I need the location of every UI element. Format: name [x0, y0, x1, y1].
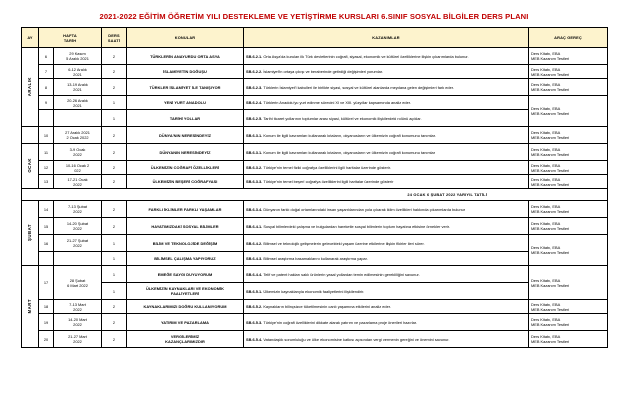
table-row: [22, 300, 608, 314]
outcome-code: SB.6.5.2.: [246, 304, 264, 309]
week-date: [54, 331, 102, 348]
month-label-text: MART: [27, 298, 33, 314]
outcome-text: Konum ile ilgili kavramları kullanarak kıtaların, okyanusların ve ülkemizin coğrafi konumunu tanımlar.: [263, 132, 436, 138]
lesson-hours: 2: [102, 144, 127, 161]
month-label-şubat: [22, 201, 39, 266]
outcome-code: SB.6.2.2.: [246, 69, 264, 74]
learning-outcome: [244, 110, 529, 127]
lesson-hours: 1: [102, 110, 127, 127]
table-row: [22, 110, 608, 127]
materials-line1: Ders Kitabı, EBA: [531, 176, 561, 182]
lesson-hours: 2: [102, 300, 127, 314]
materials-line1: Ders Kitabı, EBA: [531, 106, 561, 111]
outcome-code: SB.6.4.2.: [246, 240, 264, 246]
week-date: [54, 218, 102, 235]
topic: [127, 218, 244, 235]
week-date: [54, 96, 102, 110]
column-header-kazanimlar: KAZANIMLAR: [244, 28, 529, 48]
learning-outcome: [244, 314, 529, 331]
week-number: 18: [39, 300, 54, 314]
lesson-hours: 2: [102, 201, 127, 218]
topic-line1: HAYATIMIZDAKİ SOSYAL BİLİMLER: [151, 223, 219, 229]
materials-line1: Ders Kitabı, EBA: [531, 334, 561, 339]
outcome-text: Konum ile ilgili kavramları kullanarak kıtaların, okyanusların ve ülkemizin coğrafi konumunu tanımlar: [263, 149, 436, 155]
topic: [127, 48, 244, 65]
week-date: [54, 127, 102, 144]
outcome-text: Türklerin Anadolu'yu yurt edinme sürecini XI ve XIII. yüzyıllar kapsamında analiz eder.: [263, 100, 411, 105]
table-row: [22, 96, 608, 110]
topic: [127, 314, 244, 331]
table-row: [22, 235, 608, 252]
materials-line1: Ders Kitabı, EBA: [531, 221, 561, 226]
week-number: 13: [39, 175, 54, 189]
materials-line2: MEB Kazanım Testleri: [531, 282, 570, 288]
week-date-line1: 17-21 Ocak: [67, 176, 88, 182]
outcome-code: SB.6.5.1.: [246, 288, 264, 294]
topic-line1: DÜNYA'NIN NERESİNDEYİZ: [158, 132, 212, 138]
learning-outcome: [244, 331, 529, 348]
materials-line2: MEB Kazanım Testleri: [531, 339, 570, 344]
materials-line1: Ders Kitabı, EBA: [531, 130, 561, 135]
table-row: [22, 266, 608, 283]
topic-line1: TARİHİ YOLLAR: [169, 115, 201, 121]
outcome-text: Türklerin İslamiyet'i kabulleri ile birlikte siyasi, sosyal ve kültürel alanlarda meydana gelen değişimleri fark eder.: [263, 84, 454, 90]
learning-outcome: [244, 96, 529, 110]
table-header: [22, 28, 608, 48]
lesson-hours: 2: [102, 127, 127, 144]
outcome-code: SB.6.3.3.: [246, 179, 264, 184]
topic: [127, 175, 244, 189]
week-number: 6: [39, 48, 54, 65]
materials: [529, 79, 608, 96]
table-row: [22, 331, 608, 348]
materials-line2: MEB Kazanım Testleri: [531, 135, 570, 140]
week-number: 9: [39, 96, 54, 110]
column-header-saati: SAATİ: [107, 37, 121, 43]
outcome-text: Tarihi ticaret yollarının toplumlar arası siyasi, kültürel ve ekonomik ilişkilerdeki rolünü açıklar.: [263, 115, 422, 121]
outcome-text: Vatandaşlık sorumluluğu ve ülke ekonomisine katkısı açısından vergi vermenin gereğini ve önemini savunur.: [263, 336, 450, 342]
table-row: [22, 48, 608, 65]
week-date-line1: 27 Aralık 2021: [65, 130, 90, 135]
outcome-text: Dünyanın farklı doğal ortamlarındaki insan yaşantılarından yola çıkarak iklim özellikleri hakkında çıkarımlarda bulunur: [263, 206, 466, 212]
lesson-hours: 2: [102, 218, 127, 235]
month-label-mart: [22, 266, 39, 348]
table-row: [22, 175, 608, 189]
week-date-line2: 2022: [73, 209, 82, 214]
materials-line2: MEB Kazanım Testleri: [531, 226, 570, 231]
lesson-hours: 2: [102, 48, 127, 65]
month-label-text: OCAK: [27, 158, 33, 173]
materials-line2: MEB Kazanım Testleri: [531, 111, 570, 116]
outcome-code: SB.6.2.3.: [246, 84, 264, 90]
lesson-hours: 2: [102, 175, 127, 189]
outcome-code: SB.6.4.1.: [246, 223, 264, 229]
column-header-arac-gerec: ARAÇ GEREÇ: [529, 28, 608, 48]
topic: [127, 79, 244, 96]
week-date: [54, 314, 102, 331]
month-label-aralik: [22, 48, 39, 127]
lesson-hours: 2: [102, 161, 127, 175]
materials-line2: MEB Kazanım Testleri: [531, 167, 570, 173]
lesson-hours: 1: [102, 235, 127, 252]
materials-line1: Ders Kitabı, EBA: [531, 147, 561, 152]
topic: [127, 127, 244, 144]
week-date-line1: 21-27 Şubat: [66, 238, 89, 243]
lesson-plan-table: [21, 27, 608, 348]
learning-outcome: [244, 235, 529, 252]
table-row: [22, 314, 608, 331]
header-row: [22, 28, 608, 48]
table-row: [22, 161, 608, 175]
week-date: [54, 110, 102, 127]
materials-line2: MEB Kazanım Testleri: [531, 71, 570, 77]
week-date-line2: 2021: [73, 87, 82, 92]
topic: [127, 201, 244, 218]
outcome-text: Bilimsel ve teknolojik gelişmelerin gelecekteki yaşam üzerine etkilerine ilişkin fikirler ileri sürer.: [263, 240, 425, 246]
week-date: [54, 300, 102, 314]
page-title: 2021-2022 EĞİTİM ÖĞRETİM YILI DESTEKLEME VE YETİŞTİRME KURSLARI 6.SINIF SOSYAL BİLGİLER DERS PLANI: [99, 12, 529, 21]
topic-line1: DÜNYANIN NERESİNDEYİZ: [159, 149, 211, 155]
topic-line1: TÜRKLERİN ANAYURDU ORTA ASYA: [150, 53, 220, 59]
outcome-text: Türkiye'nin coğrafi özelliklerini dikkate alarak yatırım ve pazarlama proje önerileri hazırlar.: [263, 319, 417, 325]
week-number: [39, 252, 54, 266]
outcome-text: Türkiye'nin temel fiziki coğrafya özelliklerini ilgili haritalar üzerinde gösterir.: [263, 165, 391, 170]
column-header-hafta-tarih: [39, 28, 102, 48]
outcome-code: SB.6.3.1.: [246, 132, 264, 138]
week-date-line2: 2022: [73, 226, 82, 231]
learning-outcome: [244, 300, 529, 314]
week-date: [54, 79, 102, 96]
week-date-line1: 14-20 Mart: [68, 317, 87, 322]
week-date-line2: 6 Mart 2022: [67, 282, 88, 288]
week-date-line2: 2022: [73, 152, 82, 157]
materials-line1: Ders Kitabı, EBA: [531, 204, 561, 209]
topic-line2: FAALİYETLERİ: [170, 291, 200, 296]
materials-line1: Ders Kitabı, EBA: [531, 51, 561, 56]
materials: [529, 314, 608, 331]
week-date-line2: 2021: [73, 71, 82, 77]
outcome-code: SB.6.3.1.: [246, 149, 264, 155]
week-number: 10: [39, 127, 54, 144]
learning-outcome: [244, 175, 529, 189]
topic: [127, 161, 244, 175]
week-number: 20: [39, 331, 54, 348]
materials: [529, 65, 608, 79]
outcome-code: SB.6.5.3.: [246, 319, 264, 325]
outcome-code: SB.6.3.2.: [246, 165, 264, 170]
column-header-konular: KONULAR: [127, 28, 244, 48]
topic: [127, 331, 244, 348]
topic-line1: YENİ YURT ANADOLU: [164, 100, 206, 105]
topic-line1: BİLİMSEL ÇALIŞMA YAPIYORUZ: [154, 256, 216, 261]
week-date-line1: 13-19 Aralık: [67, 82, 88, 87]
outcome-text: Kaynakların bilinçsizce tüketilmesinin canlı yaşamına etkilerini analiz eder.: [263, 304, 391, 309]
week-date: [54, 175, 102, 189]
table-body: [22, 48, 608, 348]
week-date-line1: 20-26 Aralık: [67, 97, 88, 103]
week-date: [54, 252, 102, 266]
week-number: 19: [39, 314, 54, 331]
topic-line1: BİLİM VE TEKNOLOJİDE DEĞİŞİM: [152, 240, 218, 246]
learning-outcome: [244, 283, 529, 300]
topic: [127, 144, 244, 161]
materials-line2: MEB Kazanım Testleri: [531, 322, 570, 327]
semester-break-banner: 24 OCAK 6 ŞUBAT 2022 YARIYIL TATİLİ: [22, 189, 608, 201]
materials: [529, 300, 608, 314]
outcome-code: SB.6.2.4.: [246, 100, 264, 105]
column-header-tarih: TARİH: [63, 37, 77, 43]
outcome-code: SB.6.2.1.: [246, 53, 264, 59]
week-date-line1: 28 Şubat: [69, 277, 86, 283]
learning-outcome: [244, 48, 529, 65]
materials-line1: Ders Kitabı, EBA: [531, 317, 561, 322]
topic-line1: FARKLI İKLİMLER FARKLI YAŞAMLAR: [148, 206, 222, 212]
outcome-text: Sosyal bilimlerdeki çalışma ve bulgulardan hareketle sosyal bilimlerin toplum hayatına etkisine örnekler verir.: [263, 223, 450, 229]
materials-line1: Ders Kitabı, EBA: [531, 301, 561, 307]
week-date-line1: 29 Kasım: [69, 51, 86, 56]
lesson-hours: 2: [102, 331, 127, 348]
week-date-line2: 022: [74, 167, 81, 173]
topic-line1: ÜLKEMİZİN KAYNAKLARI VE EKONOMİK: [146, 286, 224, 291]
week-date-line1: 10-16 Ocak 2: [65, 162, 90, 168]
materials-line1: Ders Kitabı, EBA: [531, 66, 561, 72]
week-date-line2: 2022: [73, 181, 82, 187]
topic: [127, 65, 244, 79]
materials: [529, 161, 608, 175]
week-date: [54, 201, 102, 218]
table-row: [22, 201, 608, 218]
outcome-code: SB.6.4.4.: [246, 271, 264, 277]
topic: [127, 283, 244, 300]
month-label-ocak: [22, 144, 39, 189]
topic: [127, 266, 244, 283]
week-number: 11: [39, 144, 54, 161]
outcome-text: Telif ve patent hakları saklı ürünlerin yasal yollardan temin edilmesinin gerekliliğini savunur.: [263, 271, 420, 277]
lesson-hours: 1: [102, 96, 127, 110]
materials: [529, 331, 608, 348]
week-number: 14: [39, 201, 54, 218]
materials: [529, 218, 608, 235]
materials-line2: MEB Kazanım Testleri: [531, 152, 570, 157]
topic-line1: YATIRIM VE PAZARLAMA: [160, 319, 210, 325]
table-row: [22, 65, 608, 79]
lesson-hours: 2: [102, 79, 127, 96]
topic: [127, 300, 244, 314]
week-date-line2: 2022: [73, 322, 82, 327]
learning-outcome: [244, 144, 529, 161]
materials-line2: MEB Kazanım Testleri: [531, 306, 570, 312]
materials-line2: MEB Kazanım Testleri: [531, 87, 570, 92]
week-number: 16: [39, 235, 54, 252]
topic-line1: KAYNAKLARIMIZI DOĞRU KULLANIYORUM: [143, 304, 227, 309]
materials-line1: Ders Kitabı, EBA: [531, 162, 561, 168]
materials: [529, 96, 608, 127]
learning-outcome: [244, 161, 529, 175]
topic-line2: KAZANÇLARIMIZDIR: [165, 339, 205, 344]
materials: [529, 144, 608, 161]
week-number: 8: [39, 79, 54, 96]
topic: [127, 96, 244, 110]
topic-line1: VERGİLERİMİZ: [170, 334, 200, 339]
outcome-text: Türkiye'nin temel beşerî coğrafya özelliklerini ilgili haritalar üzerinde gösterir: [263, 179, 394, 184]
week-date-line2: 2 Ocak 2022: [66, 135, 89, 140]
materials: [529, 175, 608, 189]
learning-outcome: [244, 201, 529, 218]
table-row: [22, 218, 608, 235]
week-number: [39, 110, 54, 127]
week-date: [54, 48, 102, 65]
materials-line2: MEB Kazanım Testleri: [531, 250, 570, 255]
week-date-line2: 2022: [73, 306, 82, 312]
month-label-text: ARALIK: [27, 76, 33, 97]
materials-line2: MEB Kazanım Testleri: [531, 181, 570, 187]
column-header-ay: AY: [22, 28, 39, 48]
materials: [529, 127, 608, 144]
lesson-hours: 1: [102, 283, 127, 300]
week-number: 12: [39, 161, 54, 175]
topic-line1: TÜRKLER İSLAMİYET İLE TANIŞIYOR: [149, 84, 221, 90]
materials-line1: Ders Kitabı, EBA: [531, 277, 561, 283]
materials-line2: MEB Kazanım Testleri: [531, 56, 570, 61]
week-date-line2: 2022: [73, 243, 82, 248]
week-date-line2: 2021: [73, 102, 82, 108]
materials: [529, 48, 608, 65]
outcome-text: Orta Asya'da kurulan ilk Türk devletlerinin coğrafi, siyasal, ekonomik ve kültürel özelliklerine ilişkin çıkarımlarda bulunur.: [263, 53, 469, 59]
outcome-code: SB.6.2.5.: [246, 115, 264, 121]
semester-break-banner-row: [22, 189, 608, 201]
outcome-code: SB.6.3.4.: [246, 206, 264, 212]
week-date: [54, 266, 102, 300]
week-date: [54, 144, 102, 161]
learning-outcome: [244, 218, 529, 235]
outcome-text: İslamiyet'in ortaya çıkışı ve beraberinde getirdiği değişimleri yorumlar.: [263, 69, 383, 74]
outcome-code: SB.6.4.3.: [246, 256, 264, 261]
materials-line2: MEB Kazanım Testleri: [531, 209, 570, 214]
week-date-line1: 6-12 Aralık: [68, 66, 87, 72]
column-header-ders-saati: [102, 28, 127, 48]
week-date-line1: 7-13 Mart: [69, 301, 86, 307]
month-label-empty: [22, 127, 39, 144]
learning-outcome: [244, 127, 529, 144]
topic-line1: İSLAMİYETİN DOĞUŞU: [163, 69, 207, 74]
week-date-line2: 2022: [73, 339, 82, 344]
lesson-hours: 1: [102, 252, 127, 266]
week-date: [54, 161, 102, 175]
materials-line1: Ders Kitabı, EBA: [531, 82, 561, 87]
outcome-text: Ülkemizin kaynaklarıyla ekonomik faaliyetlerini ilişkilendirir.: [263, 288, 365, 294]
week-date: [54, 235, 102, 252]
learning-outcome: [244, 65, 529, 79]
week-number: 17: [39, 266, 54, 300]
week-date-line1: 3-9 Ocak: [69, 147, 86, 152]
lesson-hours: 2: [102, 65, 127, 79]
topic-line1: ÜLKEMİZİN COĞRAFİ ÖZELLİKLERİ: [150, 165, 220, 170]
week-number: 7: [39, 65, 54, 79]
month-label-text: ŞUBAT: [27, 224, 33, 241]
topic: [127, 235, 244, 252]
column-header-ders: DERS: [108, 32, 120, 38]
week-date: [54, 65, 102, 79]
learning-outcome: [244, 79, 529, 96]
week-date-line1: 21-27 Mart: [68, 334, 87, 339]
lesson-hours: 1: [102, 266, 127, 283]
lesson-hours: 2: [102, 314, 127, 331]
table-row: [22, 79, 608, 96]
materials: [529, 201, 608, 218]
week-date-line2: 5 Aralık 2021: [66, 56, 89, 61]
topic: [127, 252, 244, 266]
outcome-code: SB.6.5.4.: [246, 336, 264, 342]
topic-line1: EMEĞE SAYGI DUYUYORUM: [157, 271, 213, 277]
materials-line1: Ders Kitabı, EBA: [531, 245, 561, 250]
learning-outcome: [244, 266, 529, 283]
week-date-line1: 7-13 Şubat: [67, 204, 88, 209]
learning-outcome: [244, 252, 529, 266]
week-number: 15: [39, 218, 54, 235]
topic: [127, 110, 244, 127]
table-row: [22, 144, 608, 161]
table-row: [22, 252, 608, 266]
column-header-hafta: HAFTA: [63, 32, 77, 38]
table-row: [22, 127, 608, 144]
table-row: [22, 283, 608, 300]
week-date-line1: 14-20 Şubat: [66, 221, 89, 226]
topic-line1: ÜLKEMİZİN BEŞERİ COĞRAFYASI: [152, 179, 218, 184]
materials: [529, 235, 608, 266]
materials: [529, 266, 608, 300]
outcome-text: Bilimsel araştırma basamaklarını kullanarak araştırma yapar.: [263, 256, 368, 261]
